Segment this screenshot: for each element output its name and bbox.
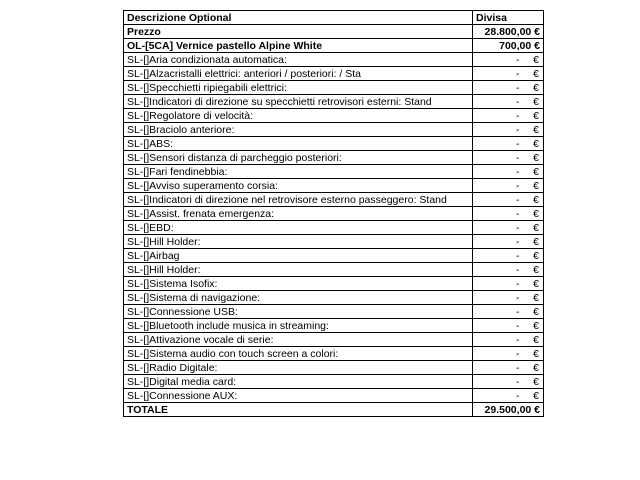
item-dash: - xyxy=(516,390,520,402)
item-label: SL-[]Attivazione vocale di serie: xyxy=(124,333,473,347)
item-label: SL-[]Radio Digitale: xyxy=(124,361,473,375)
table-row xyxy=(124,347,544,361)
item-currency: € xyxy=(533,180,539,192)
item-label: SL-[]Aria condizionata automatica: xyxy=(124,53,473,67)
item-dash: - xyxy=(516,334,520,346)
item-dash: - xyxy=(516,320,520,332)
price-row xyxy=(124,25,544,39)
header-currency: Divisa xyxy=(473,11,544,25)
item-label: SL-[]Connessione USB: xyxy=(124,305,473,319)
item-currency: € xyxy=(533,208,539,220)
item-dash: - xyxy=(516,54,520,66)
table-row xyxy=(124,53,544,67)
item-label: SL-[]Fari fendinebbia: xyxy=(124,165,473,179)
item-label: SL-[]Bluetooth include musica in streaming: xyxy=(124,319,473,333)
item-label: SL-[]EBD: xyxy=(124,221,473,235)
item-dash: - xyxy=(516,306,520,318)
item-value xyxy=(473,137,544,151)
item-currency: € xyxy=(533,362,539,374)
table-row xyxy=(124,95,544,109)
item-currency: € xyxy=(533,320,539,332)
optional-price-table xyxy=(123,10,544,417)
total-value: 29.500,00 € xyxy=(473,403,544,417)
item-value xyxy=(473,179,544,193)
item-currency: € xyxy=(533,82,539,94)
item-currency: € xyxy=(533,334,539,346)
item-dash: - xyxy=(516,110,520,122)
item-value xyxy=(473,207,544,221)
item-dash: - xyxy=(516,222,520,234)
table-row xyxy=(124,67,544,81)
item-label: SL-[]Indicatori di direzione nel retrovisore esterno passeggero: Stand xyxy=(124,193,473,207)
item-value xyxy=(473,249,544,263)
item-label: SL-[]Hill Holder: xyxy=(124,235,473,249)
table-row xyxy=(124,221,544,235)
item-value xyxy=(473,319,544,333)
item-value xyxy=(473,81,544,95)
header-row xyxy=(124,11,544,25)
item-dash: - xyxy=(516,292,520,304)
item-value xyxy=(473,151,544,165)
item-currency: € xyxy=(533,124,539,136)
item-value xyxy=(473,263,544,277)
item-currency: € xyxy=(533,166,539,178)
item-label: SL-[]Specchietti ripiegabili elettrici: xyxy=(124,81,473,95)
table-row xyxy=(124,375,544,389)
item-dash: - xyxy=(516,264,520,276)
item-label: SL-[]Sistema di navigazione: xyxy=(124,291,473,305)
item-value xyxy=(473,361,544,375)
item-dash: - xyxy=(516,362,520,374)
item-dash: - xyxy=(516,194,520,206)
item-value xyxy=(473,333,544,347)
total-label: TOTALE xyxy=(124,403,473,417)
item-currency: € xyxy=(533,376,539,388)
item-value xyxy=(473,389,544,403)
item-value xyxy=(473,165,544,179)
item-currency: € xyxy=(533,292,539,304)
table-row xyxy=(124,123,544,137)
table-row xyxy=(124,319,544,333)
item-dash: - xyxy=(516,152,520,164)
price-value: 28.800,00 € xyxy=(473,25,544,39)
item-label: SL-[]Sistema audio con touch screen a colori: xyxy=(124,347,473,361)
item-value xyxy=(473,277,544,291)
item-label: SL-[]Regolatore di velocità: xyxy=(124,109,473,123)
item-dash: - xyxy=(516,124,520,136)
price-label: Prezzo xyxy=(124,25,473,39)
item-value xyxy=(473,291,544,305)
item-currency: € xyxy=(533,68,539,80)
table-row xyxy=(124,361,544,375)
item-currency: € xyxy=(533,250,539,262)
item-currency: € xyxy=(533,110,539,122)
table-row xyxy=(124,305,544,319)
table-row xyxy=(124,235,544,249)
item-currency: € xyxy=(533,54,539,66)
item-label: SL-[]Avviso superamento corsia: xyxy=(124,179,473,193)
item-dash: - xyxy=(516,138,520,150)
table-row xyxy=(124,333,544,347)
item-currency: € xyxy=(533,236,539,248)
item-label: SL-[]ABS: xyxy=(124,137,473,151)
item-currency: € xyxy=(533,348,539,360)
table-row xyxy=(124,137,544,151)
item-dash: - xyxy=(516,250,520,262)
table-row xyxy=(124,179,544,193)
option-row xyxy=(124,39,544,53)
item-label: SL-[]Hill Holder: xyxy=(124,263,473,277)
table-row xyxy=(124,193,544,207)
item-currency: € xyxy=(533,222,539,234)
item-label: SL-[]Assist. frenata emergenza: xyxy=(124,207,473,221)
table-row xyxy=(124,249,544,263)
table-row xyxy=(124,165,544,179)
item-value xyxy=(473,221,544,235)
item-currency: € xyxy=(533,390,539,402)
item-value xyxy=(473,193,544,207)
item-dash: - xyxy=(516,236,520,248)
item-currency: € xyxy=(533,194,539,206)
item-value xyxy=(473,375,544,389)
total-row xyxy=(124,403,544,417)
item-dash: - xyxy=(516,82,520,94)
table-row xyxy=(124,81,544,95)
item-dash: - xyxy=(516,166,520,178)
item-currency: € xyxy=(533,264,539,276)
table-row xyxy=(124,277,544,291)
table-row xyxy=(124,207,544,221)
item-value xyxy=(473,53,544,67)
header-description: Descrizione Optional xyxy=(124,11,473,25)
item-label: SL-[]Indicatori di direzione su specchietti retrovisori esterni: Stand xyxy=(124,95,473,109)
table-body xyxy=(124,11,544,417)
item-currency: € xyxy=(533,278,539,290)
item-value xyxy=(473,347,544,361)
item-dash: - xyxy=(516,208,520,220)
item-currency: € xyxy=(533,138,539,150)
item-label: SL-[]Alzacristalli elettrici: anteriori / posteriori: / Sta xyxy=(124,67,473,81)
item-value xyxy=(473,305,544,319)
item-label: SL-[]Connessione AUX: xyxy=(124,389,473,403)
table-row xyxy=(124,263,544,277)
item-value xyxy=(473,109,544,123)
item-dash: - xyxy=(516,376,520,388)
item-dash: - xyxy=(516,278,520,290)
item-currency: € xyxy=(533,96,539,108)
item-value xyxy=(473,235,544,249)
table-row xyxy=(124,389,544,403)
option-value: 700,00 € xyxy=(473,39,544,53)
item-dash: - xyxy=(516,96,520,108)
item-dash: - xyxy=(516,180,520,192)
table-row xyxy=(124,151,544,165)
item-value xyxy=(473,123,544,137)
item-dash: - xyxy=(516,68,520,80)
item-currency: € xyxy=(533,306,539,318)
item-label: SL-[]Braciolo anteriore: xyxy=(124,123,473,137)
item-label: SL-[]Airbag xyxy=(124,249,473,263)
item-value xyxy=(473,95,544,109)
option-label: OL-[5CA] Vernice pastello Alpine White xyxy=(124,39,473,53)
item-currency: € xyxy=(533,152,539,164)
item-label: SL-[]Sensori distanza di parcheggio posteriori: xyxy=(124,151,473,165)
item-value xyxy=(473,67,544,81)
table-row xyxy=(124,109,544,123)
item-dash: - xyxy=(516,348,520,360)
item-label: SL-[]Sistema Isofix: xyxy=(124,277,473,291)
item-label: SL-[]Digital media card: xyxy=(124,375,473,389)
table-row xyxy=(124,291,544,305)
